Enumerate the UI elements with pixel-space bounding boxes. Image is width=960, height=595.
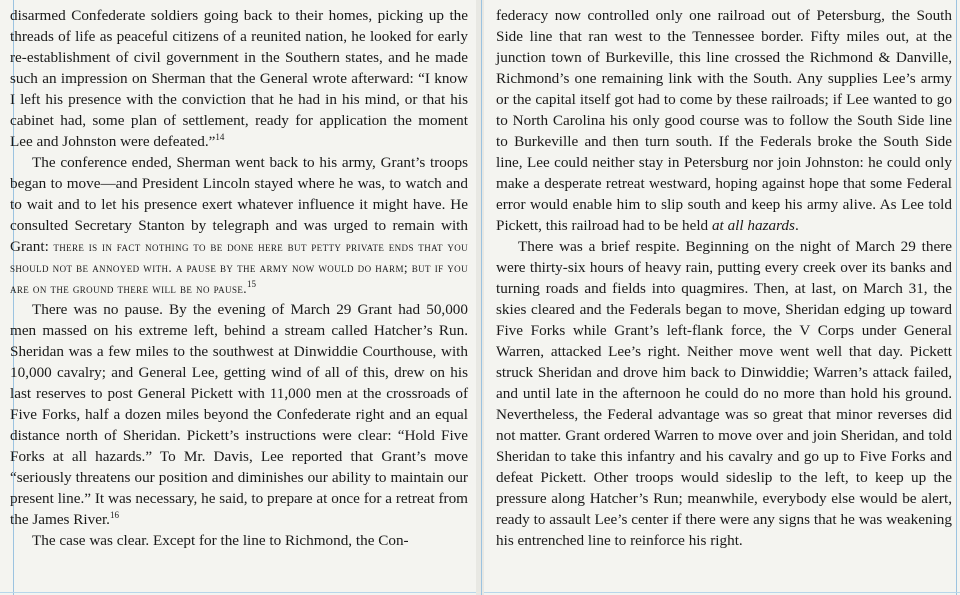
paragraph-text: .	[794, 217, 799, 234]
paragraph-no-pause	[10, 299, 468, 530]
paragraph-continued	[496, 5, 952, 236]
emphasis-text: at all hazards	[711, 217, 795, 234]
paragraph-case-clear	[10, 530, 468, 551]
right-page	[484, 0, 960, 595]
paragraph-text: The conference ended, Sherman went back to his army, Grant’s troops began to move—and President Lincoln stayed where he was, to watch and to wait and to let his presence exert whatever influence it might have. He consulted Secretary Stanton by telegraph and was urged to remain with Grant:	[10, 154, 468, 255]
footnote-ref: 16	[109, 509, 119, 520]
paragraph-text: disarmed Confederate soldiers going back to their homes, picking up the threads of life as peaceful citizens of a reunited nation, he looked for early re-establishment of civil government in the Southern states, and he made such an impression on Sherman that the General wrote afterward: “I know I left his presence with the conviction that he had in his mind, or that his cabinet had, some plan of settlement, ready for application the moment Lee and Johnston were defeated.”	[10, 7, 468, 150]
telegram-quote: there is in fact nothing to be done here but petty private ends that you should not be annoyed with. a pause by the army now would do harm; but if you are on the ground there will be no pause.	[10, 239, 469, 296]
paragraph-text: The case was clear. Except for the line to Richmond, the Con-	[32, 532, 409, 549]
footnote-ref: 14	[215, 131, 225, 142]
page-gutter	[476, 0, 484, 595]
paragraph-text: There was no pause. By the evening of March 29 Grant had 50,000 men massed on his extreme left, behind a stream called Hatcher’s Run. Sheridan was a few miles to the southwest at Dinwiddie Courthouse, with 10,000 cavalry; and General Lee, getting wind of all of this, drew on his last reserves to post General Pickett with 11,000 men at the crossroads of Five Forks, half a dozen miles beyond the Confederate right and an equal distance north of Sheridan. Pickett’s instructions were clear: “Hold Five Forks at all hazards.” To Mr. Davis, Lee reported that Grant’s move “seriously threatens our position and diminishes our ability to maintain our present line.” It was necessary, he said, to prepare at once for a retreat from the James River.	[10, 301, 468, 528]
paragraph-text: federacy now controlled only one railroad out of Petersburg, the South Side line that ran west to the Tennessee border. Fifty miles out, at the junction town of Burkeville, this line crossed the Richmond & Danville, Richmond’s one remaining link with the South. Any supplies Lee’s army or the capital itself got had to come by these railroads; if Lee wanted to go to North Carolina his only good course was to follow the South Side line to Burkeville and then turn south. If the Federals broke the South Side line, Lee could neither stay in Petersburg nor join Johnston: he could only make a desperate retreat westward, hoping against hope that some Federal error would enable him to slip south and keep his army alive. As Lee told Pickett, this railroad had to be held	[496, 7, 952, 234]
paragraph-respite	[496, 236, 952, 551]
gutter-line	[481, 0, 482, 595]
paragraph-text: There was a brief respite. Beginning on the night of March 29 there were thirty-six hours of heavy rain, putting every creek over its banks and turning roads and fields into quagmires. Then, at last, on March 31, the skies cleared and the Federals began to move, Sheridan edging up toward Five Forks while Grant’s left-flank force, the V Corps under General Warren, attacked Lee’s right. Neither move went well that day. Pickett struck Sheridan and drove him back to Dinwiddie; Warren’s attack failed, and until late in the afternoon he could do no more than hold his ground. Nevertheless, the Federal advantage was so great that minor reverses did not matter. Grant ordered Warren to move over and join Sheridan, and told Sheridan to take this infantry and his cavalry and go up to Five Forks and defeat Pickett. Other troops would sideslip to the left, to keep up the pressure along Hatcher’s Run; meanwhile, everybody else would be alert, ready to assault Lee’s center if there were any signs that he was weakening his entrenched line to reinforce his right.	[496, 238, 952, 549]
left-page	[0, 0, 476, 595]
paragraph-continued	[10, 5, 468, 152]
footnote-ref: 15	[246, 278, 256, 289]
paragraph-conference	[10, 152, 468, 299]
